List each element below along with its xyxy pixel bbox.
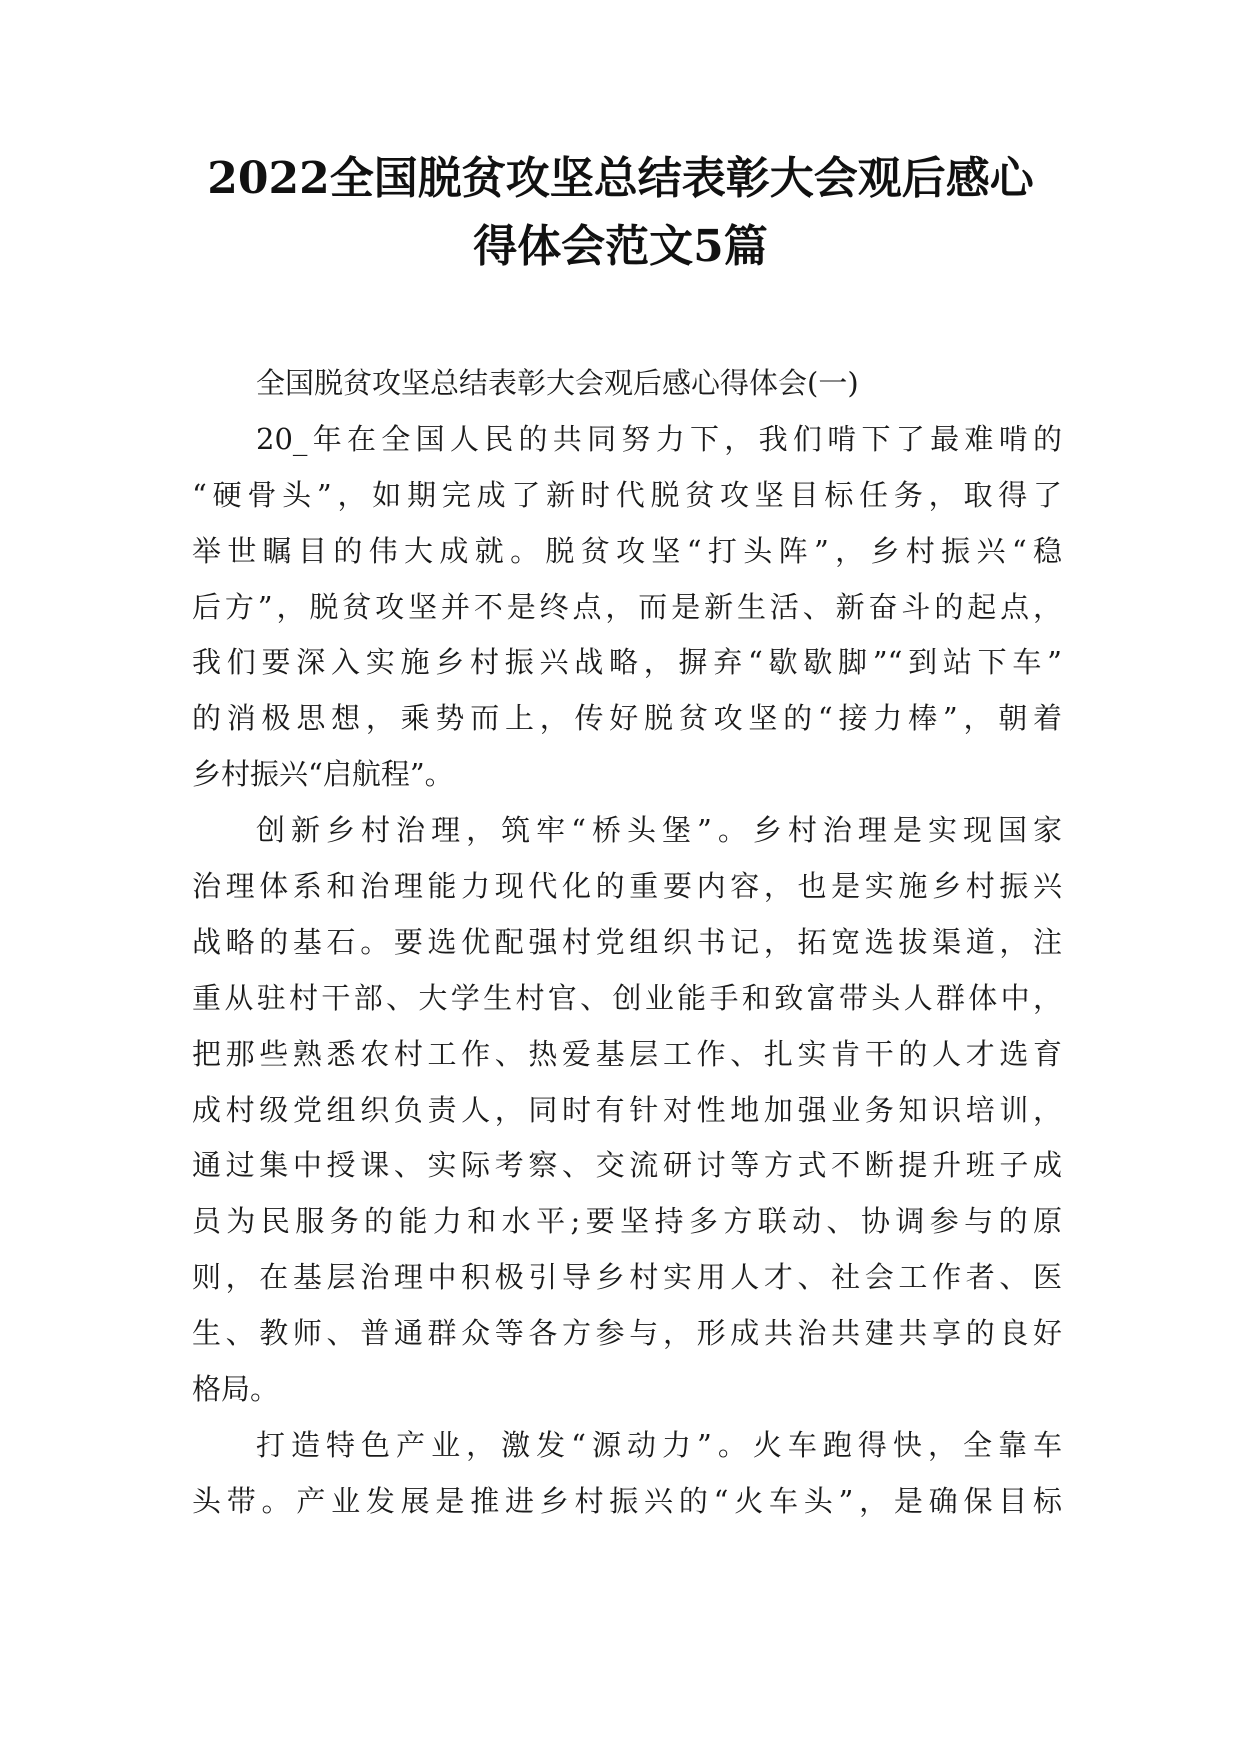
paragraph-1-line-5: 我们要深入实施乡村振兴战略，摒弃“歇歇脚”“到站下车” bbox=[192, 645, 1062, 680]
paragraph-2-line-10: 生、教师、普通群众等各方参与，形成共治共建共享的良好 bbox=[192, 1316, 1062, 1351]
paragraph-3-line-2: 头带。产业发展是推进乡村振兴的“火车头”，是确保目标 bbox=[192, 1483, 1062, 1518]
paragraph-1-line-7: 乡村振兴“启航程”。 bbox=[192, 757, 454, 792]
paragraph-2-line-9: 则，在基层治理中积极引导乡村实用人才、社会工作者、医 bbox=[192, 1260, 1062, 1295]
paragraph-1-line-1: 20_年在全国人民的共同努力下，我们啃下了最难啃的 bbox=[256, 421, 1062, 456]
paragraph-1-line-6: 的消极思想，乘势而上，传好脱贫攻坚的“接力棒”，朝着 bbox=[192, 701, 1062, 736]
paragraph-2-line-5: 把那些熟悉农村工作、热爱基层工作、扎实肯干的人才选育 bbox=[192, 1036, 1062, 1071]
paragraph-2-line-6: 成村级党组织负责人，同时有针对性地加强业务知识培训， bbox=[192, 1092, 1062, 1127]
paragraph-1-line-4: 后方”，脱贫攻坚并不是终点，而是新生活、新奋斗的起点， bbox=[192, 589, 1062, 624]
paragraph-3-line-1: 打造特色产业，激发“源动力”。火车跑得快，全靠车 bbox=[256, 1427, 1062, 1462]
section-heading: 全国脱贫攻坚总结表彰大会观后感心得体会(一) bbox=[256, 366, 859, 400]
paragraph-2-line-2: 治理体系和治理能力现代化的重要内容，也是实施乡村振兴 bbox=[192, 869, 1062, 904]
paragraph-2-line-3: 战略的基石。要选优配强村党组织书记，拓宽选拔渠道，注 bbox=[192, 924, 1062, 959]
document-title bbox=[150, 145, 1091, 281]
paragraph-1-line-3: 举世瞩目的伟大成就。脱贫攻坚“打头阵”，乡村振兴“稳 bbox=[192, 533, 1062, 568]
paragraph-2-line-7: 通过集中授课、实际考察、交流研讨等方式不断提升班子成 bbox=[192, 1148, 1062, 1183]
paragraph-2-line-11: 格局。 bbox=[192, 1372, 280, 1407]
paragraph-1-line-2: “硬骨头”，如期完成了新时代脱贫攻坚目标任务，取得了 bbox=[192, 477, 1062, 512]
paragraph-2-line-1: 创新乡村治理，筑牢“桥头堡”。乡村治理是实现国家 bbox=[256, 813, 1062, 848]
title-line-2: 得体会范文5篇 bbox=[473, 221, 768, 272]
paragraph-2-line-4: 重从驻村干部、大学生村官、创业能手和致富带头人群体中， bbox=[192, 980, 1062, 1015]
document-body bbox=[192, 356, 1062, 1530]
title-line-1: 2022全国脱贫攻坚总结表彰大会观后感心 bbox=[207, 153, 1034, 204]
paragraph-2-line-8: 员为民服务的能力和水平;要坚持多方联动、协调参与的原 bbox=[192, 1204, 1062, 1239]
